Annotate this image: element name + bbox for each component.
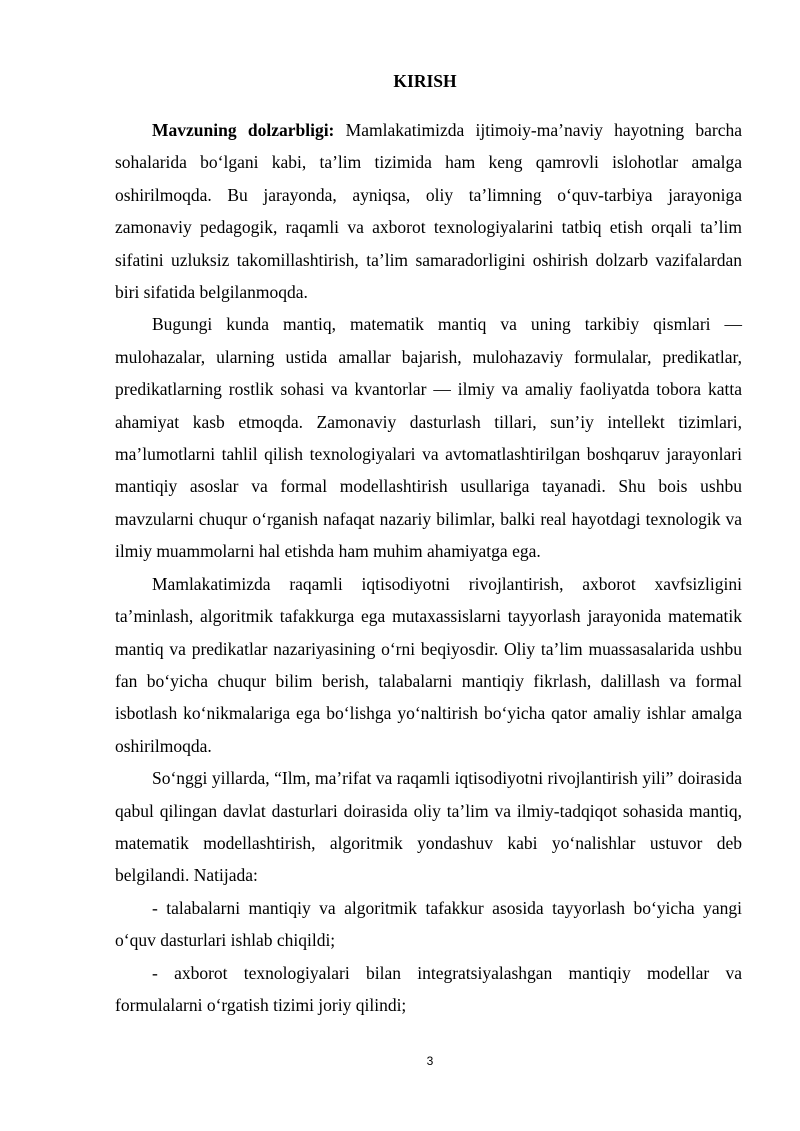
page-number: 3 (426, 1054, 434, 1068)
paragraph: Mamlakatimizda raqamli iqtisodiyotni rivojlantirish, axborot xavfsizligini ta’minlash, algoritmik tafakkurga ega mutaxassislarni tayyorlash jarayonida matematik mantiq va predikatlar nazariyasining o‘rni beqiyosdir. Oliy ta’lim muassasalarida ushbu fan bo‘yicha chuqur bilim berish, talabalarni mantiqiy fikrlash, dalillash va formal isbotlash ko‘nikmalariga ega bo‘lishga yo‘naltirish bo‘yicha qator amaliy ishlar amalga oshirilmoqda. (115, 573, 742, 756)
body-text (115, 114, 742, 1021)
paragraph: So‘nggi yillarda, “Ilm, ma’rifat va raqamli iqtisodiyotni rivojlantirish yili” doirasida qabul qilingan davlat dasturlari doirasida oliy ta’lim va ilmiy-tadqiqot sohasida mantiq, matematik modellashtirish, algoritmik yondashuv kabi yo‘nalishlar ustuvor deb belgilandi. Natijada: (115, 768, 742, 886)
relevance-label: Mavzuning dolzarbligi: (152, 120, 335, 140)
relevance-text: Mamlakatimizda ijtimoiy-ma’naviy hayotning barcha sohalarida bo‘lgani kabi, ta’lim tizimida ham keng qamrovli islohotlar amalga oshirilmoqda. Bu jarayonda, ayniqsa, oliy ta’limning o‘quv-tarbiya jarayoniga zamonaviy pedagogik, raqamli va axborot texnologiyalarini tatbiq etish orqali ta’lim sifatini uzluksiz takomillashtirish, ta’lim samaradorligini oshirish dolzarb vazifalardan biri sifatida belgilanmoqda. (115, 120, 742, 303)
list-item: - axborot texnologiyalari bilan integratsiyalashgan mantiqiy modellar va formulalarni o‘rgatish tizimi joriy qilindi; (115, 962, 742, 1015)
paragraph: Bugungi kunda mantiq, matematik mantiq va uning tarkibiy qismlari — mulohazalar, ularning ustida amallar bajarish, mulohazaviy formulalar, predikatlar, predikatlarning rostlik sohasi va kvantorlar — ilmiy va amaliy faoliyatda tobora katta ahamiyat kasb etmoqda. Zamonaviy dasturlash tillari, sun’iy intellekt tizimlari, ma’lumotlarni tahlil qilish texnologiyalari va avtomatlashtirilgan boshqaruv jarayonlari mantiqiy asoslar va formal modellashtirish usullariga tayanadi. Shu bois ushbu mavzularni chuqur o‘rganish nafaqat nazariy bilimlar, balki real hayotdagi texnologik va ilmiy muammolarni hal etishda ham muhim ahamiyatga ega. (115, 314, 742, 562)
section-title: KIRISH (393, 71, 457, 91)
list-item: - talabalarni mantiqiy va algoritmik tafakkur asosida tayyorlash bo‘yicha yangi o‘quv dasturlari ishlab chiqildi; (115, 897, 742, 951)
paragraph-relevance (115, 114, 742, 308)
